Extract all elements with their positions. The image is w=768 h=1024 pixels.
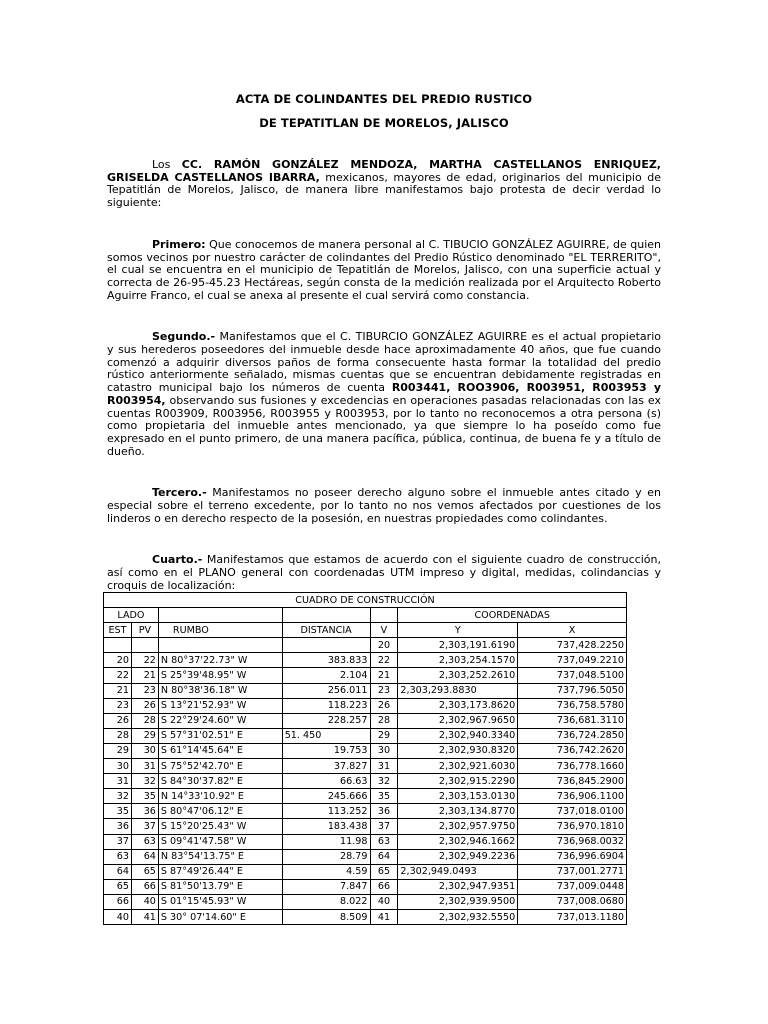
cell-v: 29 <box>370 728 398 743</box>
cell-est: 66 <box>104 894 132 909</box>
header-distancia: DISTANCIA <box>282 623 370 638</box>
cell-y: 2,302,947.9351 <box>398 879 518 894</box>
segundo-text-1: Manifestamos que el C. TIBURCIO GONZÁLEZ AGUIRRE es el actual propietario y sus herederos poseedores del inmueble desde hace aproximadamente 40 años, que fue cuando comenzó a adquirir diversos paños de forma consecuente hasta formar la totalidad del predio rústico anteriormente señalado, mismas cuentas que se encuentran debidamente registradas en catastro municipal bajo los números de cuenta <box>107 330 661 395</box>
cell-x: 736,724.2850 <box>518 728 627 743</box>
cuarto-label: Cuarto.- <box>152 553 203 567</box>
cell-x: 736,970.1810 <box>518 819 627 834</box>
intro-lead: Los <box>152 158 182 171</box>
cell-y: 2,302,932.5550 <box>398 909 518 924</box>
cell-rumbo: S 13°21'52.93" W <box>158 698 282 713</box>
cell-v: 32 <box>370 774 398 789</box>
cell-rumbo: S 09°41'47.58" W <box>158 834 282 849</box>
cell-pv: 23 <box>131 683 158 698</box>
cell-x: 737,001.2771 <box>518 864 627 879</box>
cell-pv: 31 <box>131 759 158 774</box>
table-row <box>104 879 627 894</box>
cell-rumbo: S 61°14'45.64" E <box>158 743 282 758</box>
tercero-text: Manifestamos no poseer derecho alguno sobre el inmueble antes citado y en especial sobre el terreno excedente, por lo tanto no nos vemos afectados por cuestiones de los linderos o en derecho respecto de la posesión, en nuestras propiedades como colindantes. <box>107 486 661 525</box>
empty-header-cell <box>282 608 370 623</box>
cell-y: 2,303,191.6190 <box>398 638 518 653</box>
cell-y: 2,302,930.8320 <box>398 743 518 758</box>
intro-text: mexicanos, mayores de edad, originarios del municipio de Tepatitlán de Morelos, Jalisco, de manera libre manifestamos bajo protesta de decir verdad lo siguiente: <box>107 170 661 210</box>
table-row <box>104 834 627 849</box>
header-v: V <box>370 623 398 638</box>
cell-x: 737,049.2210 <box>518 653 627 668</box>
cell-est: 65 <box>104 879 132 894</box>
cell-pv: 29 <box>131 728 158 743</box>
cell-rumbo: S 57°31'02.51" E <box>158 728 282 743</box>
cell-y: 2,303,173.8620 <box>398 698 518 713</box>
cell-y: 2,302,967.9650 <box>398 713 518 728</box>
document-subtitle: DE TEPATITLAN DE MORELOS, JALISCO <box>259 116 509 130</box>
cell-est: 31 <box>104 774 132 789</box>
cell-pv: 32 <box>131 774 158 789</box>
table-row <box>104 819 627 834</box>
cell-distancia: 66.63 <box>282 774 370 789</box>
cell-rumbo: S 87°49'26.44" E <box>158 864 282 879</box>
primero-paragraph <box>107 239 661 303</box>
cell-y: 2,303,252.2610 <box>398 668 518 683</box>
cell-rumbo: N 80°37'22.73" W <box>158 653 282 668</box>
segundo-label: Segundo.- <box>152 330 216 344</box>
cell-pv <box>131 638 158 653</box>
cell-pv: 35 <box>131 789 158 804</box>
document-title: ACTA DE COLINDANTES DEL PREDIO RUSTICO <box>235 92 533 106</box>
cell-pv: 41 <box>131 909 158 924</box>
cell-rumbo: S 80°47'06.12" E <box>158 804 282 819</box>
cell-distancia: 11.98 <box>282 834 370 849</box>
cell-x: 736,758.5780 <box>518 698 627 713</box>
cell-distancia <box>282 638 370 653</box>
cell-rumbo: N 80°38'36.18" W <box>158 683 282 698</box>
cell-est: 20 <box>104 653 132 668</box>
table-row <box>104 698 627 713</box>
cell-est: 36 <box>104 819 132 834</box>
cell-x: 736,681.3110 <box>518 713 627 728</box>
table-row <box>104 804 627 819</box>
table-row <box>104 668 627 683</box>
cell-distancia: 245.666 <box>282 789 370 804</box>
cell-rumbo: S 25°39'48.95" W <box>158 668 282 683</box>
cell-rumbo: S 30° 07'14.60" E <box>158 909 282 924</box>
cell-y: 2,303,254.1570 <box>398 653 518 668</box>
cell-pv: 30 <box>131 743 158 758</box>
document-page <box>107 0 661 593</box>
cell-pv: 22 <box>131 653 158 668</box>
cell-x: 737,018.0100 <box>518 804 627 819</box>
intro-names: CC. RAMÓN GONZÁLEZ MENDOZA, MARTHA CASTELLANOS ENRIQUEZ, GRISELDA CASTELLANOS IBARRA, <box>107 158 661 184</box>
cell-x: 736,996.6904 <box>518 849 627 864</box>
cell-v: 23 <box>370 683 398 698</box>
table-caption: CUADRO DE CONSTRUCCIÓN <box>104 593 627 608</box>
cell-v: 64 <box>370 849 398 864</box>
cell-v: 37 <box>370 819 398 834</box>
cell-v: 63 <box>370 834 398 849</box>
empty-header-cell <box>158 608 282 623</box>
header-est: EST <box>104 623 132 638</box>
cell-v: 26 <box>370 698 398 713</box>
construction-table <box>103 592 627 925</box>
table-row <box>104 894 627 909</box>
cell-pv: 28 <box>131 713 158 728</box>
header-x: X <box>518 623 627 638</box>
cell-pv: 64 <box>131 849 158 864</box>
cell-distancia: 113.252 <box>282 804 370 819</box>
table-header-row <box>104 623 627 638</box>
cell-rumbo <box>158 638 282 653</box>
cell-rumbo: S 75°52'42.70" E <box>158 759 282 774</box>
cell-est: 63 <box>104 849 132 864</box>
table-row <box>104 789 627 804</box>
cell-distancia: 383.833 <box>282 653 370 668</box>
tercero-label: Tercero.- <box>152 486 207 500</box>
cell-est: 40 <box>104 909 132 924</box>
cell-pv: 66 <box>131 879 158 894</box>
cell-est <box>104 638 132 653</box>
cell-rumbo: S 01°15'45.93" W <box>158 894 282 909</box>
cell-pv: 40 <box>131 894 158 909</box>
table-row <box>104 743 627 758</box>
intro-paragraph <box>107 159 661 210</box>
cell-distancia: 2.104 <box>282 668 370 683</box>
cell-distancia: 8.509 <box>282 909 370 924</box>
table-row <box>104 713 627 728</box>
cell-y: 2,302,949.0493 <box>398 864 518 879</box>
cell-x: 737,009.0448 <box>518 879 627 894</box>
segundo-text-2: observando sus fusiones y excedencias en operaciones pasadas relacionadas con las ex cuentas R003909, R003956, R003955 y R003953, por lo tanto no reconocemos a otra persona (s) como propietaria del inmueble antes mencionado, ya que siempre lo ha poseído como fue expresado en el punto primero, de una manera pacífica, pública, continua, de buena fe y a título de dueño. <box>107 393 661 458</box>
cell-x: 737,048.5100 <box>518 668 627 683</box>
cell-distancia: 51. 450 <box>282 728 370 743</box>
cell-est: 32 <box>104 789 132 804</box>
table-group-header-row <box>104 608 627 623</box>
cell-y: 2,302,939.9500 <box>398 894 518 909</box>
empty-header-cell <box>370 608 398 623</box>
cell-distancia: 4.59 <box>282 864 370 879</box>
cell-v: 30 <box>370 743 398 758</box>
cell-distancia: 183.438 <box>282 819 370 834</box>
cell-est: 26 <box>104 713 132 728</box>
cell-rumbo: S 84°30'37.82" E <box>158 774 282 789</box>
cell-distancia: 228.257 <box>282 713 370 728</box>
cell-est: 35 <box>104 804 132 819</box>
cell-x: 736,968.0032 <box>518 834 627 849</box>
cell-est: 21 <box>104 683 132 698</box>
cell-pv: 63 <box>131 834 158 849</box>
table-row <box>104 774 627 789</box>
cell-pv: 36 <box>131 804 158 819</box>
cell-x: 737,013.1180 <box>518 909 627 924</box>
cell-x: 737,796.5050 <box>518 683 627 698</box>
cell-pv: 37 <box>131 819 158 834</box>
cell-rumbo: S 22°29'24.60" W <box>158 713 282 728</box>
tercero-paragraph <box>107 487 661 525</box>
cell-v: 22 <box>370 653 398 668</box>
table-row <box>104 849 627 864</box>
table-row <box>104 909 627 924</box>
cell-y: 2,303,134.8770 <box>398 804 518 819</box>
cell-v: 31 <box>370 759 398 774</box>
cell-x: 736,742.2620 <box>518 743 627 758</box>
cell-est: 29 <box>104 743 132 758</box>
primero-text: Que conocemos de manera personal al C. TIBUCIO GONZÁLEZ AGUIRRE, de quien somos vecinos por nuestro carácter de colindantes del Predio Rústico denominado "EL TERRERITO", el cual se encuentra en el municipio de Tepatitlán de Morelos, Jalisco, con una superficie actual y correcta de 26-95-45.23 Hectáreas, según consta de la medición realizada por el Arquitecto Roberto Aguirre Franco, el cual se anexa al presente el cual servirá como constancia. <box>107 237 661 302</box>
cell-x: 736,778.1660 <box>518 759 627 774</box>
cell-v: 20 <box>370 638 398 653</box>
cuarto-text: Manifestamos que estamos de acuerdo con el siguiente cuadro de construcción, así como en el PLANO general con coordenadas UTM impreso y digital, medidas, colindancias y croquis de localización: <box>107 553 661 592</box>
cell-x: 737,008.0680 <box>518 894 627 909</box>
table-row <box>104 759 627 774</box>
cell-distancia: 28.79 <box>282 849 370 864</box>
cell-v: 66 <box>370 879 398 894</box>
cell-rumbo: S 81°50'13.79" E <box>158 879 282 894</box>
cell-pv: 21 <box>131 668 158 683</box>
cell-distancia: 37.827 <box>282 759 370 774</box>
cell-y: 2,302,940.3340 <box>398 728 518 743</box>
cell-y: 2,302,957.9750 <box>398 819 518 834</box>
cell-pv: 26 <box>131 698 158 713</box>
cell-v: 65 <box>370 864 398 879</box>
cell-rumbo: N 14°33'10.92" E <box>158 789 282 804</box>
primero-label: Primero: <box>152 237 206 251</box>
cell-x: 736,906.1100 <box>518 789 627 804</box>
cuarto-paragraph <box>107 554 661 592</box>
lado-header: LADO <box>104 608 159 623</box>
cell-y: 2,302,921.6030 <box>398 759 518 774</box>
segundo-paragraph <box>107 331 661 458</box>
cell-v: 40 <box>370 894 398 909</box>
cell-v: 21 <box>370 668 398 683</box>
table-row <box>104 653 627 668</box>
cell-y: 2,303,293.8830 <box>398 683 518 698</box>
cell-est: 64 <box>104 864 132 879</box>
cell-distancia: 118.223 <box>282 698 370 713</box>
cell-est: 28 <box>104 728 132 743</box>
table-row <box>104 638 627 653</box>
segundo-accounts: R003441, ROO3906, R003951, R003953 y R003954, <box>107 381 661 407</box>
cell-v: 36 <box>370 804 398 819</box>
cell-est: 22 <box>104 668 132 683</box>
cell-y: 2,302,946.1662 <box>398 834 518 849</box>
cell-distancia: 19.753 <box>282 743 370 758</box>
cell-est: 37 <box>104 834 132 849</box>
cell-pv: 65 <box>131 864 158 879</box>
header-y: Y <box>398 623 518 638</box>
table-row <box>104 683 627 698</box>
cell-y: 2,303,153.0130 <box>398 789 518 804</box>
cell-y: 2,302,915.2290 <box>398 774 518 789</box>
table-row <box>104 864 627 879</box>
cell-rumbo: N 83°54'13.75" E <box>158 849 282 864</box>
cell-x: 737,428.2250 <box>518 638 627 653</box>
table-row <box>104 728 627 743</box>
cell-est: 30 <box>104 759 132 774</box>
cell-v: 41 <box>370 909 398 924</box>
cell-v: 35 <box>370 789 398 804</box>
cell-v: 28 <box>370 713 398 728</box>
cell-distancia: 7.847 <box>282 879 370 894</box>
cell-distancia: 8.022 <box>282 894 370 909</box>
header-pv: PV <box>131 623 158 638</box>
coordenadas-header: COORDENADAS <box>398 608 627 623</box>
table-caption-row <box>104 593 627 608</box>
header-rumbo: RUMBO <box>158 623 282 638</box>
cell-rumbo: S 15°20'25.43" W <box>158 819 282 834</box>
cell-y: 2,302,949.2236 <box>398 849 518 864</box>
cell-distancia: 256.011 <box>282 683 370 698</box>
cell-x: 736,845.2900 <box>518 774 627 789</box>
cell-est: 23 <box>104 698 132 713</box>
